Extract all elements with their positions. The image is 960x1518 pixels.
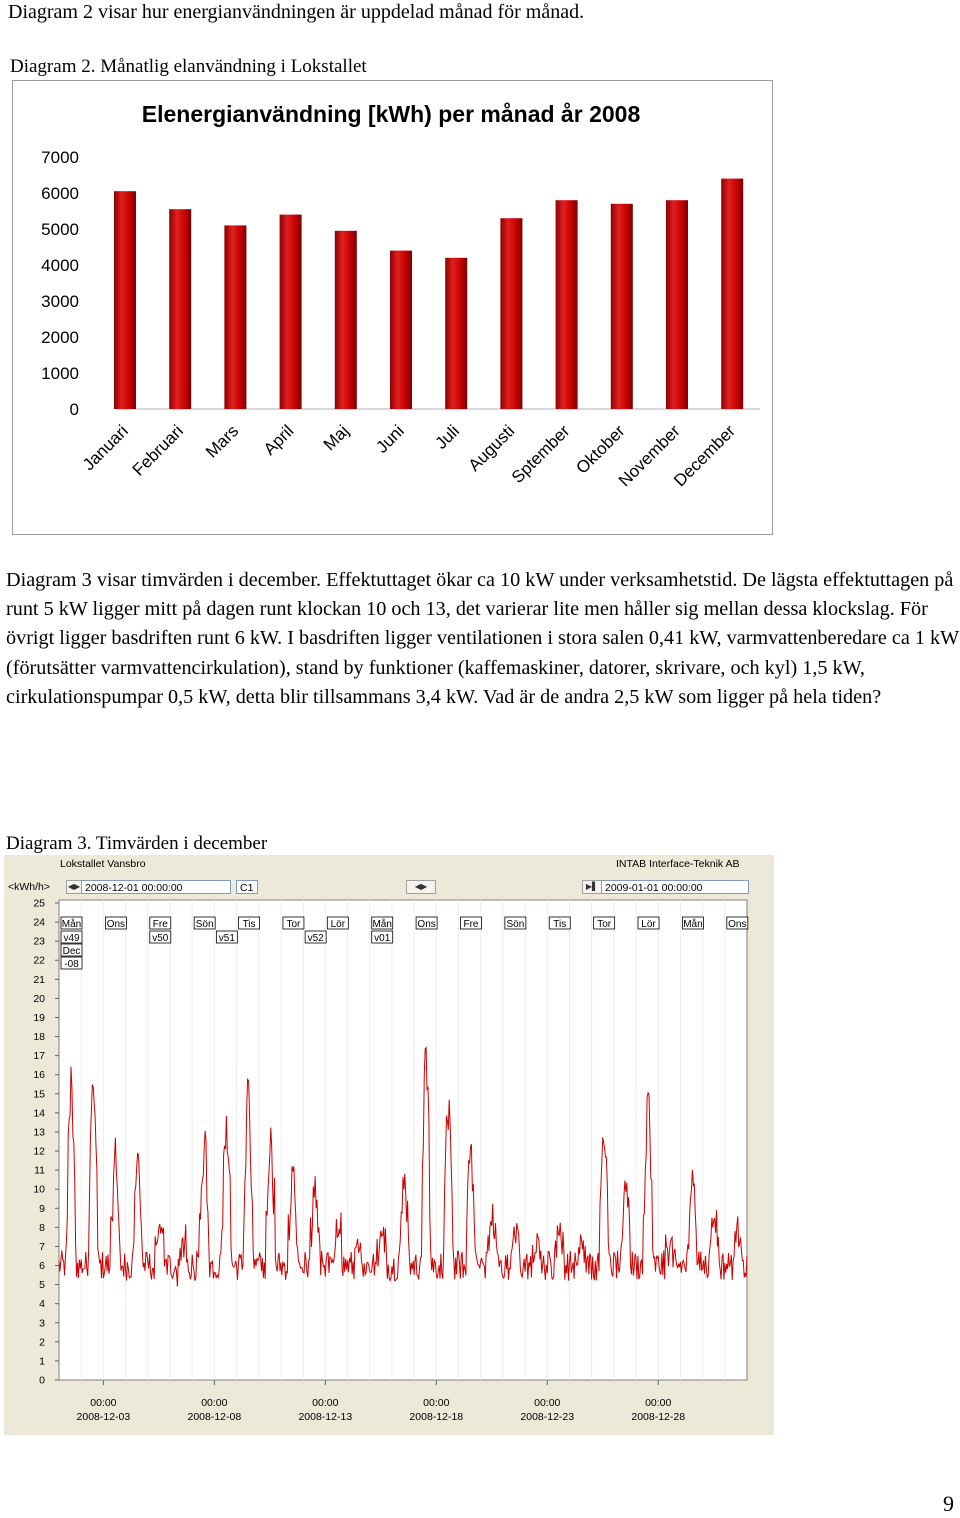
week-label-3-0 (305, 931, 326, 944)
svg-text:v52: v52 (307, 933, 324, 944)
diagram3-caption: Diagram 3. Timvärden i december (6, 833, 268, 854)
y-tick-label-25: 25 (33, 897, 45, 910)
day-label-9 (460, 917, 481, 930)
day-label-7 (372, 917, 393, 930)
y-tick-label-2: 2 (39, 1336, 45, 1349)
x-tick-label-februari: Februari (128, 421, 188, 480)
day-label-5 (283, 917, 304, 930)
intro-paragraph: Diagram 2 visar hur energianvändningen är uppdelad månad för månad. (8, 1, 585, 23)
week-label-0-1 (61, 944, 82, 957)
y-tick-label-3: 3000 (41, 292, 79, 311)
y-tick-label-12: 12 (33, 1145, 45, 1158)
x-tick-date-4: 2008-12-23 (520, 1411, 575, 1423)
bar-juni (390, 251, 412, 409)
svg-text:Lör: Lör (330, 919, 346, 930)
y-tick-label-4: 4 (39, 1298, 45, 1311)
svg-text:Mån: Mån (683, 919, 703, 930)
y-tick-label-5: 5000 (41, 220, 79, 239)
scroll-left-button[interactable]: ◀▶ (66, 880, 82, 894)
hourly-values-chart-window (4, 855, 774, 1435)
svg-text:Dec: Dec (62, 946, 81, 957)
diagram2-caption: Diagram 2. Månatlig elanvändning i Lokstallet (10, 56, 367, 77)
day-label-8 (416, 917, 437, 930)
svg-text:v49: v49 (63, 933, 80, 944)
y-tick-label-24: 24 (33, 916, 45, 929)
x-tick-label-april: April (259, 421, 298, 459)
x-tick-date-0: 2008-12-03 (76, 1411, 131, 1423)
x-tick-label-januari: Januari (78, 421, 132, 475)
y-tick-label-6: 6000 (41, 184, 79, 203)
x-tick-time-5: 00:00 (645, 1397, 672, 1409)
day-label-0 (61, 917, 82, 930)
y-tick-label-0: 0 (39, 1374, 45, 1387)
x-tick-label-oktober: Oktober (572, 421, 629, 478)
y-tick-label-1: 1000 (41, 364, 79, 383)
x-tick-time-0: 00:00 (90, 1397, 117, 1409)
x-tick-time-3: 00:00 (423, 1397, 450, 1409)
page-number: 9 (943, 1491, 954, 1516)
x-tick-label-december: December (670, 421, 740, 491)
week-label-0-0 (61, 931, 82, 944)
monthly-energy-bar-chart (12, 80, 774, 536)
svg-text:Fre: Fre (152, 919, 168, 930)
svg-text:v50: v50 (152, 933, 169, 944)
bar-augusti (500, 218, 522, 409)
svg-text:-08: -08 (64, 959, 79, 970)
day-label-3 (194, 917, 215, 930)
y-tick-label-16: 16 (33, 1069, 45, 1082)
channel-field[interactable]: C1 (236, 880, 258, 894)
x-tick-time-1: 00:00 (201, 1397, 228, 1409)
day-label-4 (239, 917, 260, 930)
y-tick-label-18: 18 (33, 1031, 45, 1044)
bar-oktober (611, 204, 633, 409)
bar-maj (335, 231, 357, 409)
x-tick-date-5: 2008-12-28 (631, 1411, 686, 1423)
y-tick-label-9: 9 (39, 1202, 45, 1215)
x-tick-time-2: 00:00 (312, 1397, 339, 1409)
y-tick-label-5: 5 (39, 1279, 45, 1292)
y-tick-label-7: 7 (39, 1240, 45, 1253)
y-tick-label-4: 4000 (41, 256, 79, 275)
x-tick-label-november: November (614, 421, 684, 491)
y-tick-label-8: 8 (39, 1221, 45, 1234)
y-tick-label-22: 22 (33, 954, 45, 967)
x-tick-label-sptember: Sptember (507, 421, 574, 487)
svg-text:Ons: Ons (728, 919, 747, 930)
svg-text:Ons: Ons (417, 919, 436, 930)
bar-december (721, 179, 743, 409)
svg-text:Tor: Tor (286, 919, 301, 930)
chart-title: Elenergianvändning [kWh) per månad år 2008 (141, 101, 641, 127)
day-label-11 (549, 917, 570, 930)
y-tick-label-11: 11 (34, 1164, 45, 1177)
y-tick-label-19: 19 (33, 1011, 45, 1024)
bar-sptember (556, 200, 578, 409)
hourly-line-plot (4, 855, 774, 1435)
bar-mars (224, 225, 246, 409)
svg-text:Mån: Mån (372, 919, 392, 930)
unit-label: <kWh/h> (8, 881, 51, 893)
svg-text:Tis: Tis (242, 919, 256, 930)
y-tick-label-0: 0 (69, 400, 79, 419)
y-tick-label-23: 23 (33, 935, 45, 948)
x-tick-label-juli: Juli (431, 421, 464, 453)
bar-februari (169, 209, 191, 409)
svg-text:Sön: Sön (195, 919, 214, 930)
vendor-label: INTAB Interface-Teknik AB (616, 858, 740, 870)
week-label-2-0 (216, 931, 237, 944)
y-tick-label-13: 13 (33, 1126, 45, 1139)
x-tick-date-3: 2008-12-18 (409, 1411, 464, 1423)
x-tick-date-1: 2008-12-08 (187, 1411, 242, 1423)
x-tick-label-augusti: Augusti (464, 421, 519, 475)
svg-text:Sön: Sön (506, 919, 525, 930)
day-label-13 (638, 917, 659, 930)
y-tick-label-15: 15 (33, 1088, 45, 1101)
svg-text:Mån: Mån (61, 919, 82, 930)
svg-text:Tis: Tis (553, 919, 567, 930)
x-tick-label-juni: Juni (372, 421, 408, 457)
y-tick-label-3: 3 (39, 1317, 45, 1330)
y-tick-label-20: 20 (33, 992, 45, 1005)
scroll-pan-button[interactable]: ◀▶ (406, 880, 436, 894)
x-tick-label-mars: Mars (202, 421, 243, 462)
svg-text:v51: v51 (218, 933, 235, 944)
bar-november (666, 200, 688, 409)
y-tick-label-10: 10 (33, 1183, 45, 1196)
week-label-4-0 (372, 931, 393, 944)
svg-text:Lör: Lör (641, 919, 656, 930)
bar-juli (445, 258, 467, 409)
day-label-15 (727, 917, 748, 930)
svg-text:Tor: Tor (597, 919, 612, 930)
day-label-6 (327, 917, 348, 930)
day-label-12 (594, 917, 615, 930)
x-tick-time-4: 00:00 (534, 1397, 561, 1409)
day-label-1 (105, 917, 126, 930)
window-title: Lokstallet Vansbro (60, 858, 146, 870)
week-label-1-0 (150, 931, 171, 944)
y-tick-label-6: 6 (39, 1260, 45, 1273)
bar-januari (114, 191, 136, 409)
scroll-end-button[interactable]: ▶▌ (582, 880, 602, 894)
start-time-field[interactable]: 2008-12-01 00:00:00 (81, 880, 231, 894)
y-tick-label-17: 17 (33, 1050, 45, 1063)
day-label-2 (150, 917, 171, 930)
svg-text:Fre: Fre (463, 919, 479, 930)
y-tick-label-14: 14 (33, 1107, 45, 1120)
svg-text:Ons: Ons (106, 919, 126, 930)
y-tick-label-2: 2000 (41, 328, 79, 347)
y-tick-label-1: 1 (39, 1355, 45, 1368)
body-paragraph: Diagram 3 visar timvärden i december. Effektuttaget ökar ca 10 kW under verksamhetstid. De lägsta effektuttagen på runt 5 kW ligger mitt på dagen runt klockan 10 och 13, det varierar lite men håller sig mellan dessa klockslag. För övrigt ligger basdriften runt 6 kW. I basdriften ligger ventilationen i stora salen 0,41 kW, varmvattenberedare ca 1 kW (förutsätter varmvattencirkulation), stand by funktioner (kaffemaskiner, datorer, skrivare, och kyl) 1,5 kW, cirkulationspumpar 0,5 kW, detta blir tillsammans 3,4 kW. Vad är de andra 2,5 kW som ligger på hela tiden? (6, 569, 959, 708)
bar-april (280, 215, 302, 409)
day-label-10 (505, 917, 526, 930)
y-tick-label-7: 7000 (41, 148, 79, 167)
svg-text:v01: v01 (374, 933, 391, 944)
x-tick-label-maj: Maj (319, 421, 353, 455)
y-tick-label-21: 21 (33, 973, 45, 986)
day-label-14 (682, 917, 703, 930)
x-tick-date-2: 2008-12-13 (298, 1411, 353, 1423)
end-time-field[interactable]: 2009-01-01 00:00:00 (601, 880, 749, 894)
week-label-0-2 (61, 957, 82, 970)
